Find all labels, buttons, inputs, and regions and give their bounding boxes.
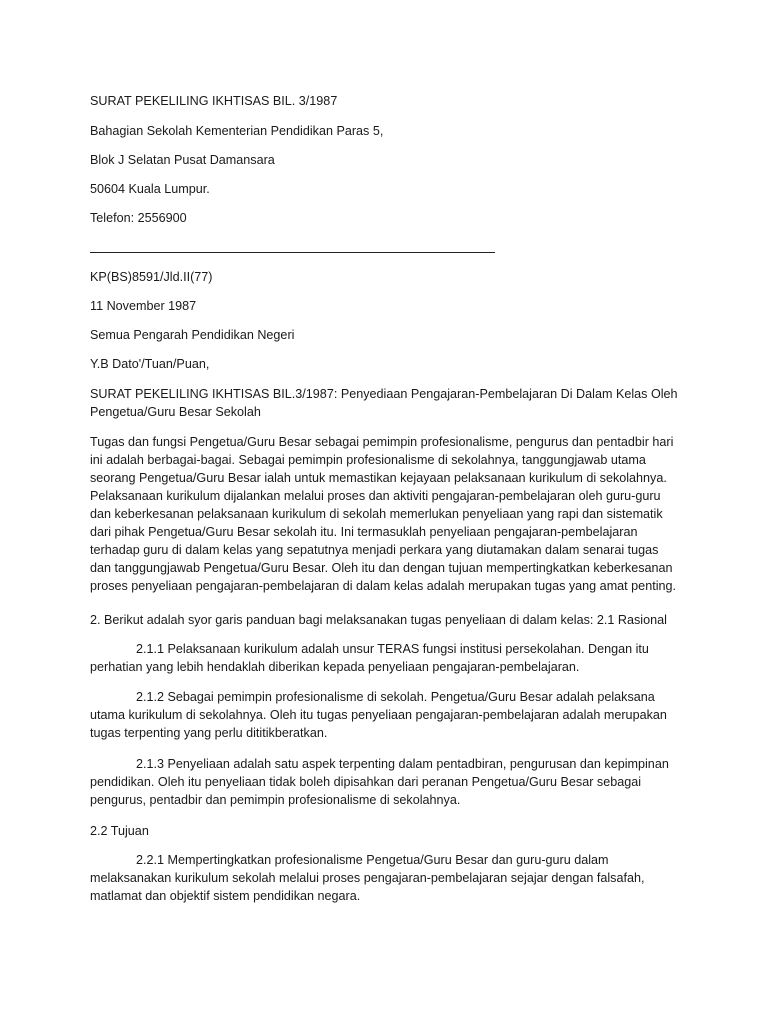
address-line-3: 50604 Kuala Lumpur. [90, 182, 210, 196]
subject-line: Pengetua/Guru Besar Sekolah [90, 405, 261, 419]
paragraph-line: 2.1.2 Sebagai pemimpin profesionalisme di sekolah. Pengetua/Guru Besar adalah pelaksana [136, 690, 655, 704]
document-title: SURAT PEKELILING IKHTISAS BIL. 3/1987 [90, 94, 338, 108]
intro-paragraph [90, 433, 684, 595]
paragraph-line: seorang Pengetua/Guru Besar ialah untuk memastikan kejayaan pelaksanaan kurikulum di sekolahnya. [90, 471, 667, 485]
subject-paragraph [90, 385, 684, 421]
paragraph-line: pendidikan. Oleh itu penyeliaan tidak boleh dipisahkan dari peranan Pengetua/Guru Besar sebagai [90, 775, 642, 789]
paragraph-line: Pelaksanaan kurikulum dijalankan melalui proses dan aktiviti pengajaran-pembelajaran oleh guru-guru [90, 489, 661, 503]
section-heading-2-2: 2.2 Tujuan [90, 824, 149, 838]
paragraph-line: dan keberkesanan pelaksanaan kurikulum di sekolah memerlukan penyeliaan yang rapi dan sistematik [90, 507, 663, 521]
paragraph-line: pengurus, pentadbir dan pemimpin profesionalisme di sekolahnya. [90, 793, 461, 807]
paragraph-line: dan tanggungjawab Pengetua/Guru Besar. Oleh itu dan dengan tujuan mempertingkatkan keberkesanan [90, 561, 673, 575]
point-2-paragraph: 2. Berikut adalah syor garis panduan bagi melaksanakan tugas penyeliaan di dalam kelas: 2.1 Rasional [90, 613, 667, 627]
paragraph-line: dari pihak Pengetua/Guru Besar sekolah itu. Ini termasuklah penyeliaan pengajaran-pembelajaran [90, 525, 638, 539]
paragraph-line: utama kurikulum di sekolahnya. Oleh itu tugas penyeliaan pengajaran-pembelajaran adalah merupakan [90, 708, 667, 722]
paragraph-line: terhadap guru di dalam kelas yang sepatutnya menjadi perkara yang diutamakan dalam senarai tugas [90, 543, 659, 557]
horizontal-rule [90, 252, 495, 253]
paragraph-line: tugas terpenting yang perlu dititikberatkan. [90, 726, 328, 740]
address-line-1: Bahagian Sekolah Kementerian Pendidikan Paras 5, [90, 124, 384, 138]
paragraph-line: ini adalah berbagai-bagai. Sebagai pemimpin profesionalisme di sekolahnya, tanggungjawab utama [90, 453, 646, 467]
letter-date: 11 November 1987 [90, 299, 197, 313]
paragraph-line: 2.1.1 Pelaksanaan kurikulum adalah unsur TERAS fungsi institusi persekolahan. Dengan itu [136, 642, 649, 656]
paragraph-line: Tugas dan fungsi Pengetua/Guru Besar sebagai pemimpin profesionalisme, pengurus dan pentadbir hari [90, 435, 674, 449]
point-2-1-2-paragraph [90, 688, 684, 742]
point-2-1-1-paragraph [90, 640, 684, 676]
point-2-1-3-paragraph [90, 755, 684, 809]
paragraph-line: matlamat dan objektif sistem pendidikan negara. [90, 889, 361, 903]
reference-number: KP(BS)8591/Jld.II(77) [90, 270, 213, 284]
paragraph-line: melaksanakan kurikulum sekolah melalui proses pengajaran-pembelajaran sejajar dengan falsafah, [90, 871, 645, 885]
paragraph-line: 2.1.3 Penyeliaan adalah satu aspek terpenting dalam pentadbiran, pengurusan dan kepimpinan [136, 757, 669, 771]
subject-line: SURAT PEKELILING IKHTISAS BIL.3/1987: Penyediaan Pengajaran-Pembelajaran Di Dalam Kelas Oleh [90, 387, 678, 401]
paragraph-line: proses penyeliaan pengajaran-pembelajaran di dalam kelas adalah merupakan tugas yang amat penting. [90, 579, 676, 593]
recipient-line: Semua Pengarah Pendidikan Negeri [90, 328, 295, 342]
salutation-line: Y.B Dato'/Tuan/Puan, [90, 357, 210, 371]
paragraph-line: 2.2.1 Mempertingkatkan profesionalisme Pengetua/Guru Besar dan guru-guru dalam [136, 853, 609, 867]
address-line-2: Blok J Selatan Pusat Damansara [90, 153, 275, 167]
phone-line: Telefon: 2556900 [90, 211, 187, 225]
paragraph-line: perhatian yang lebih hendaklah diberikan kepada penyeliaan pengajaran-pembelajaran. [90, 660, 580, 674]
point-2-2-1-paragraph [90, 851, 684, 905]
